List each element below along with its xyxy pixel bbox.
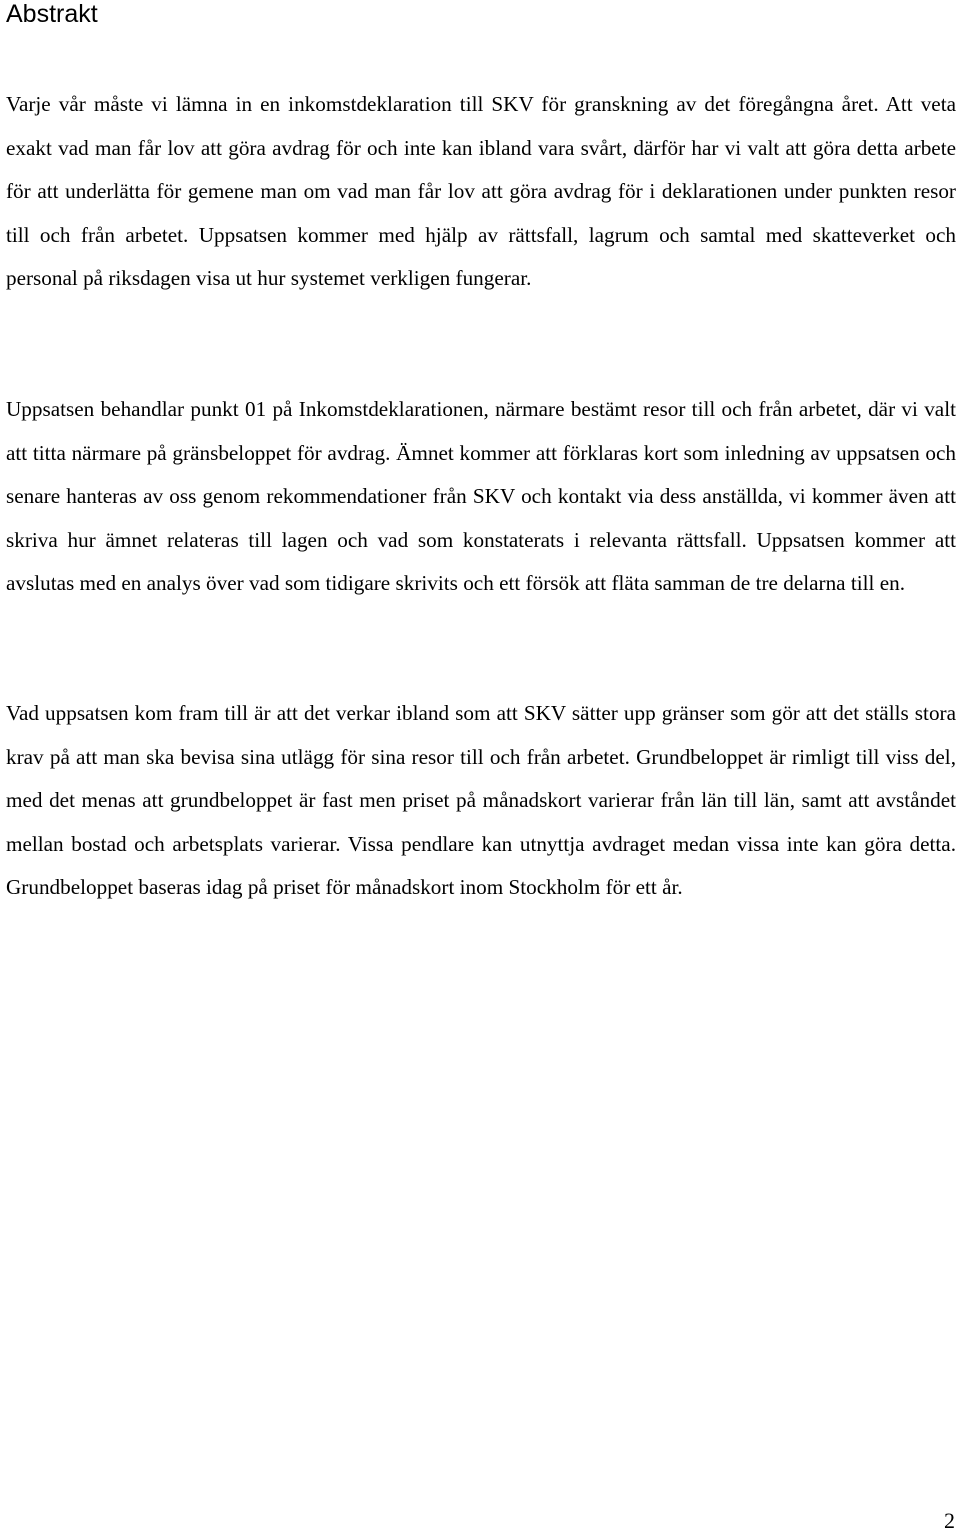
section-heading: Abstrakt [6,0,98,28]
page-number: 2 [944,1508,955,1533]
abstract-paragraph-2: Uppsatsen behandlar punkt 01 på Inkomstdeklarationen, närmare bestämt resor till och från arbetet, där vi valt att titta närmare på gränsbeloppet för avdrag. Ämnet kommer att förklaras kort som inledning av uppsatsen och senare hanteras av oss genom rekommendationer från SKV och kontakt via dess anställda, vi kommer även att skriva hur ämnet relateras till lagen och vad som konstaterats i relevanta rättsfall. Uppsatsen kommer att avslutas med en analys över vad som tidigare skrivits och ett försök att fläta samman de tre delarna till en. [6,397,956,595]
abstract-paragraph-1: Varje vår måste vi lämna in en inkomstdeklaration till SKV för granskning av det föregångna året. Att veta exakt vad man får lov att göra avdrag för och inte kan ibland vara svårt, därför har vi valt att göra detta arbete för att underlätta för gemene man om vad man får lov att göra avdrag för i deklarationen under punkten resor till och från arbetet. Uppsatsen kommer med hjälp av rättsfall, lagrum och samtal med skatteverket och personal på riksdagen visa ut hur systemet verkligen fungerar. [6,92,956,290]
abstract-paragraph-3: Vad uppsatsen kom fram till är att det verkar ibland som att SKV sätter upp gränser som gör att det ställs stora krav på att man ska bevisa sina utlägg för sina resor till och från arbetet. Grundbeloppet är rimligt till viss del, med det menas att grundbeloppet är fast men priset på månadskort varierar från län till län, samt att avståndet mellan bostad och arbetsplats varierar. Vissa pendlare kan utnyttja avdraget medan vissa inte kan göra detta. Grundbeloppet baseras idag på priset för månadskort inom Stockholm för ett år. [6,701,956,899]
